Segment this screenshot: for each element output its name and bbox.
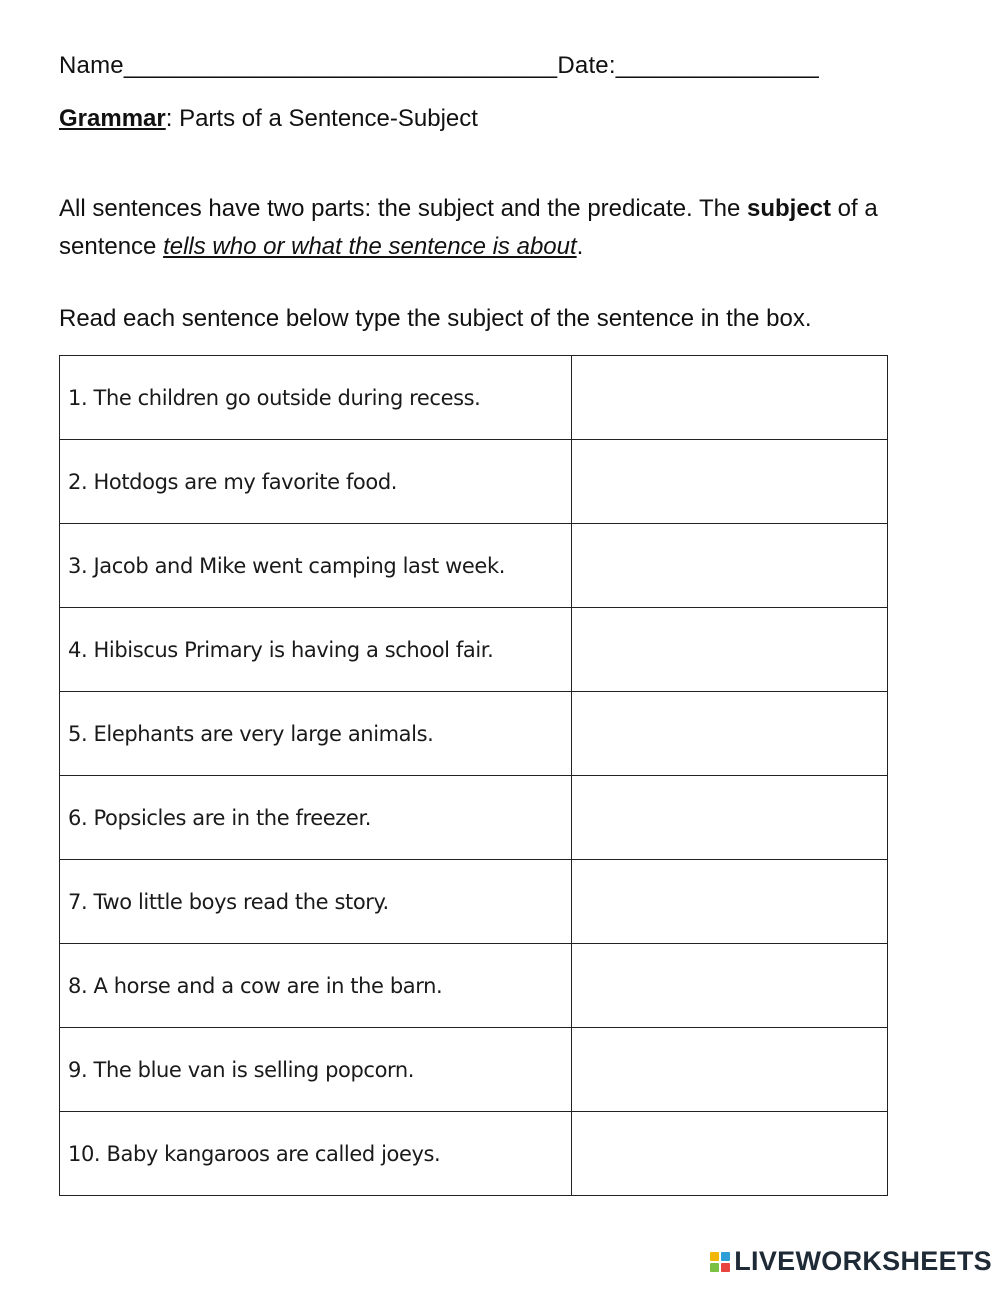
worksheet-heading — [59, 105, 478, 133]
answer-box[interactable] — [571, 524, 887, 608]
sentence-text: 9. The blue van is selling popcorn. — [60, 1028, 572, 1112]
heading-topic: Parts of a Sentence-Subject — [179, 105, 478, 132]
intro-text-1: All sentences have two parts: the subject and the predicate. The — [59, 195, 747, 222]
answer-box[interactable] — [571, 776, 887, 860]
sentence-text: 4. Hibiscus Primary is having a school fair. — [60, 608, 572, 692]
sentence-table — [59, 355, 888, 1196]
name-blank[interactable]: ________________________________ — [123, 52, 558, 79]
intro-text-3: . — [576, 233, 584, 260]
sentence-text: 6. Popsicles are in the freezer. — [60, 776, 572, 860]
sentence-text: 7. Two little boys read the story. — [60, 860, 572, 944]
heading-separator: : — [165, 105, 180, 132]
answer-input[interactable] — [572, 356, 887, 439]
table-row — [60, 356, 888, 440]
sentence-text: 8. A horse and a cow are in the barn. — [60, 944, 572, 1028]
intro-text-2: of a sentence — [59, 195, 878, 260]
name-date-line — [59, 52, 819, 80]
sentence-text: 5. Elephants are very large animals. — [60, 692, 572, 776]
liveworksheets-logo — [710, 1246, 992, 1277]
answer-input[interactable] — [572, 944, 887, 1027]
answer-input[interactable] — [572, 608, 887, 691]
table-row — [60, 524, 888, 608]
sentence-text: 2. Hotdogs are my favorite food. — [60, 440, 572, 524]
answer-input[interactable] — [572, 1028, 887, 1111]
table-row — [60, 860, 888, 944]
answer-input[interactable] — [572, 692, 887, 775]
answer-input[interactable] — [572, 860, 887, 943]
table-row — [60, 776, 888, 860]
answer-input[interactable] — [572, 524, 887, 607]
intro-paragraph — [59, 190, 939, 266]
table-row — [60, 1112, 888, 1196]
table-row — [60, 944, 888, 1028]
answer-input[interactable] — [572, 776, 887, 859]
intro-emphasis: tells who or what the sentence is about — [163, 233, 577, 260]
liveworksheets-logo-icon — [710, 1252, 730, 1272]
answer-input[interactable] — [572, 440, 887, 523]
table-row — [60, 692, 888, 776]
answer-box[interactable] — [571, 608, 887, 692]
answer-box[interactable] — [571, 860, 887, 944]
answer-box[interactable] — [571, 692, 887, 776]
answer-box[interactable] — [571, 356, 887, 440]
answer-box[interactable] — [571, 440, 887, 524]
heading-label: Grammar — [59, 105, 166, 132]
sentence-text: 3. Jacob and Mike went camping last week. — [60, 524, 572, 608]
answer-box[interactable] — [571, 1112, 887, 1196]
instructions: Read each sentence below type the subject of the sentence in the box. — [59, 305, 812, 332]
date-label: Date: — [557, 52, 616, 79]
name-label: Name — [59, 52, 124, 79]
sentence-text: 1. The children go outside during recess. — [60, 356, 572, 440]
table-row — [60, 440, 888, 524]
table-row — [60, 1028, 888, 1112]
sentence-text: 10. Baby kangaroos are called joeys. — [60, 1112, 572, 1196]
table-row — [60, 608, 888, 692]
date-blank[interactable]: _______________ — [615, 52, 819, 79]
logo-text: LIVEWORKSHEETS — [734, 1246, 992, 1276]
intro-bold-subject: subject — [746, 195, 832, 222]
answer-box[interactable] — [571, 944, 887, 1028]
answer-box[interactable] — [571, 1028, 887, 1112]
answer-input[interactable] — [572, 1112, 887, 1195]
